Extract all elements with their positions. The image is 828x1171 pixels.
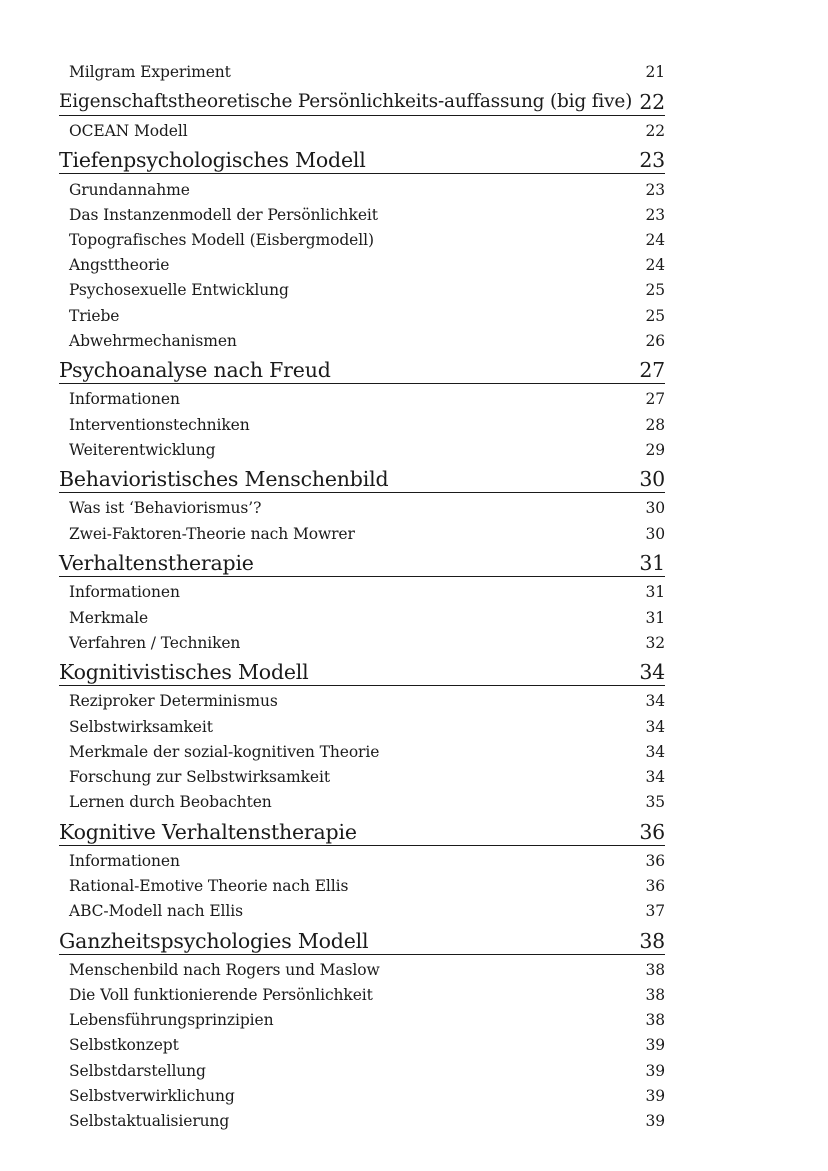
toc-entry-title: Informationen [69,390,180,409]
toc-entry-title: Triebe [69,306,120,325]
toc-entry-title: Lernen durch Beobachten [69,793,272,812]
toc-entry-title: Tiefenpsychologisches Modell [59,148,366,173]
toc-page-number: 31 [639,551,665,576]
toc-entry-title: OCEAN Modell [69,121,188,140]
toc-page-number: 34 [645,692,665,711]
toc-entry-title: Menschenbild nach Rogers und Maslow [69,960,380,979]
toc-subsection-entry[interactable] [59,1109,665,1134]
toc-entry-title: Psychoanalyse nach Freud [59,358,331,383]
toc-entry-title: Das Instanzenmodell der Persönlichkeit [69,205,378,224]
toc-page-number: 38 [645,1011,665,1030]
toc-subsection-entry[interactable] [59,689,665,714]
toc-subsection-entry[interactable] [59,958,665,983]
toc-page-number: 22 [645,121,665,140]
toc-page-number: 23 [645,180,665,199]
toc-subsection-entry[interactable] [59,631,665,656]
toc-subsection-entry[interactable] [59,740,665,765]
toc-subsection-entry[interactable] [59,329,665,354]
toc-entry-title: Weiterentwicklung [69,440,216,459]
toc-page-number: 35 [645,793,665,812]
toc-page-number: 30 [645,524,665,543]
toc-page-number: 36 [645,851,665,870]
toc-page-number: 31 [645,583,665,602]
toc-page-number: 38 [645,960,665,979]
toc-entry-title: Selbstwirksamkeit [69,717,213,736]
toc-page-number: 23 [645,205,665,224]
toc-page-number: 21 [645,63,665,82]
toc-page-number: 25 [645,306,665,325]
toc-entry-title: Reziproker Determinismus [69,692,278,711]
toc-entry-title: Lebensführungsprinzipien [69,1011,274,1030]
toc-entry-title: Kognitive Verhaltenstherapie [59,819,357,844]
toc-page-number: 38 [645,986,665,1005]
toc-subsection-entry[interactable] [59,765,665,790]
toc-section-entry[interactable] [59,656,665,687]
toc-entry-title: Interventionstechniken [69,415,250,434]
toc-section-entry[interactable] [59,354,665,385]
toc-entry-title: Forschung zur Selbstwirksamkeit [69,767,330,786]
toc-subsection-entry[interactable] [59,387,665,412]
toc-entry-title: Die Voll funktionierende Persönlichkeit [69,986,373,1005]
toc-page-number: 24 [645,230,665,249]
toc-subsection-entry[interactable] [59,790,665,815]
toc-section-entry[interactable] [59,815,665,846]
toc-page-number: 39 [645,1086,665,1105]
toc-page-number: 25 [645,281,665,300]
toc-section-entry[interactable] [59,924,665,955]
toc-subsection-entry[interactable] [59,253,665,278]
toc-subsection-entry[interactable] [59,605,665,630]
toc-entry-title: Rational-Emotive Theorie nach Ellis [69,877,349,895]
toc-subsection-entry[interactable] [59,521,665,546]
toc-page-number: 32 [645,633,665,652]
toc-entry-title: Selbstaktualisierung [69,1112,230,1130]
toc-subsection-entry[interactable] [59,60,665,85]
toc-page-number: 27 [639,358,665,383]
toc-subsection-entry[interactable] [59,303,665,328]
toc-section-entry[interactable] [59,144,665,175]
toc-page-number: 37 [645,902,665,921]
toc-subsection-entry[interactable] [59,983,665,1008]
toc-page-number: 30 [645,499,665,518]
toc-subsection-entry[interactable] [59,119,665,144]
toc-subsection-entry[interactable] [59,1058,665,1083]
toc-subsection-entry[interactable] [59,203,665,228]
toc-entry-title: Zwei-Faktoren-Theorie nach Mowrer [69,524,355,543]
toc-page-number: 34 [639,660,665,685]
toc-page-number: 29 [645,440,665,459]
toc-page-number: 31 [645,608,665,627]
toc-section-entry[interactable] [59,463,665,494]
toc-subsection-entry[interactable] [59,278,665,303]
toc-page-number: 34 [645,717,665,736]
toc-page-number: 34 [645,767,665,786]
toc-page-number: 28 [645,415,665,434]
toc-subsection-entry[interactable] [59,1008,665,1033]
toc-subsection-entry[interactable] [59,412,665,437]
toc-subsection-entry[interactable] [59,1084,665,1109]
toc-entry-title: ABC-Modell nach Ellis [69,902,243,921]
toc-page-number: 24 [645,256,665,275]
toc-subsection-entry[interactable] [59,849,665,874]
toc-entry-title: Kognitivistisches Modell [59,660,309,685]
toc-page-number: 34 [645,742,665,761]
toc-entry-title: Was ist ‘Behaviorismus’? [69,499,262,518]
toc-entry-title: Informationen [69,583,180,602]
toc-entry-title: Grundannahme [69,180,190,199]
toc-page-number: 23 [639,148,665,173]
toc-subsection-entry[interactable] [59,496,665,521]
toc-section-entry[interactable] [59,547,665,578]
toc-entry-title: Eigenschaftstheoretische Persönlichkeits-auffassung (big five) [59,90,633,112]
toc-section-entry[interactable] [59,85,665,116]
toc-entry-title: Verfahren / Techniken [69,633,241,652]
toc-entry-title: Psychosexuelle Entwicklung [69,281,289,300]
toc-page-number: 26 [645,331,665,350]
toc-entry-title: Informationen [69,851,180,870]
toc-entry-title: Ganzheitspsychologies Modell [59,928,369,953]
toc-page-number: 38 [639,928,665,953]
toc-page-number: 39 [645,1112,665,1130]
toc-entry-title: Abwehrmechanismen [69,331,237,350]
toc-entry-title: Selbstverwirklichung [69,1086,235,1105]
toc-subsection-entry[interactable] [59,580,665,605]
toc-entry-title: Selbstkonzept [69,1036,179,1055]
toc-subsection-entry[interactable] [59,438,665,463]
toc-page-number: 36 [639,819,665,844]
toc-entry-title: Angsttheorie [69,256,170,275]
toc-subsection-entry[interactable] [59,228,665,253]
toc-page-number: 27 [645,390,665,409]
toc-page-number: 22 [639,89,665,114]
toc-page-number: 39 [645,1061,665,1080]
toc-subsection-entry[interactable] [59,177,665,202]
table-of-contents [59,60,665,1134]
toc-subsection-entry[interactable] [59,899,665,924]
toc-entry-title: Topografisches Modell (Eisbergmodell) [69,230,374,249]
toc-subsection-entry[interactable] [59,714,665,739]
toc-entry-title: Milgram Experiment [69,63,231,82]
toc-subsection-entry[interactable] [59,874,665,899]
toc-entry-title: Selbstdarstellung [69,1061,206,1080]
toc-subsection-entry[interactable] [59,1033,665,1058]
toc-entry-title: Verhaltenstherapie [59,551,254,576]
toc-entry-title: Merkmale der sozial-kognitiven Theorie [69,742,380,761]
toc-entry-title: Behavioristisches Menschenbild [59,467,389,492]
toc-page-number: 36 [645,877,665,895]
toc-page-number: 30 [639,467,665,492]
toc-page-number: 39 [645,1036,665,1055]
toc-entry-title: Merkmale [69,608,149,627]
